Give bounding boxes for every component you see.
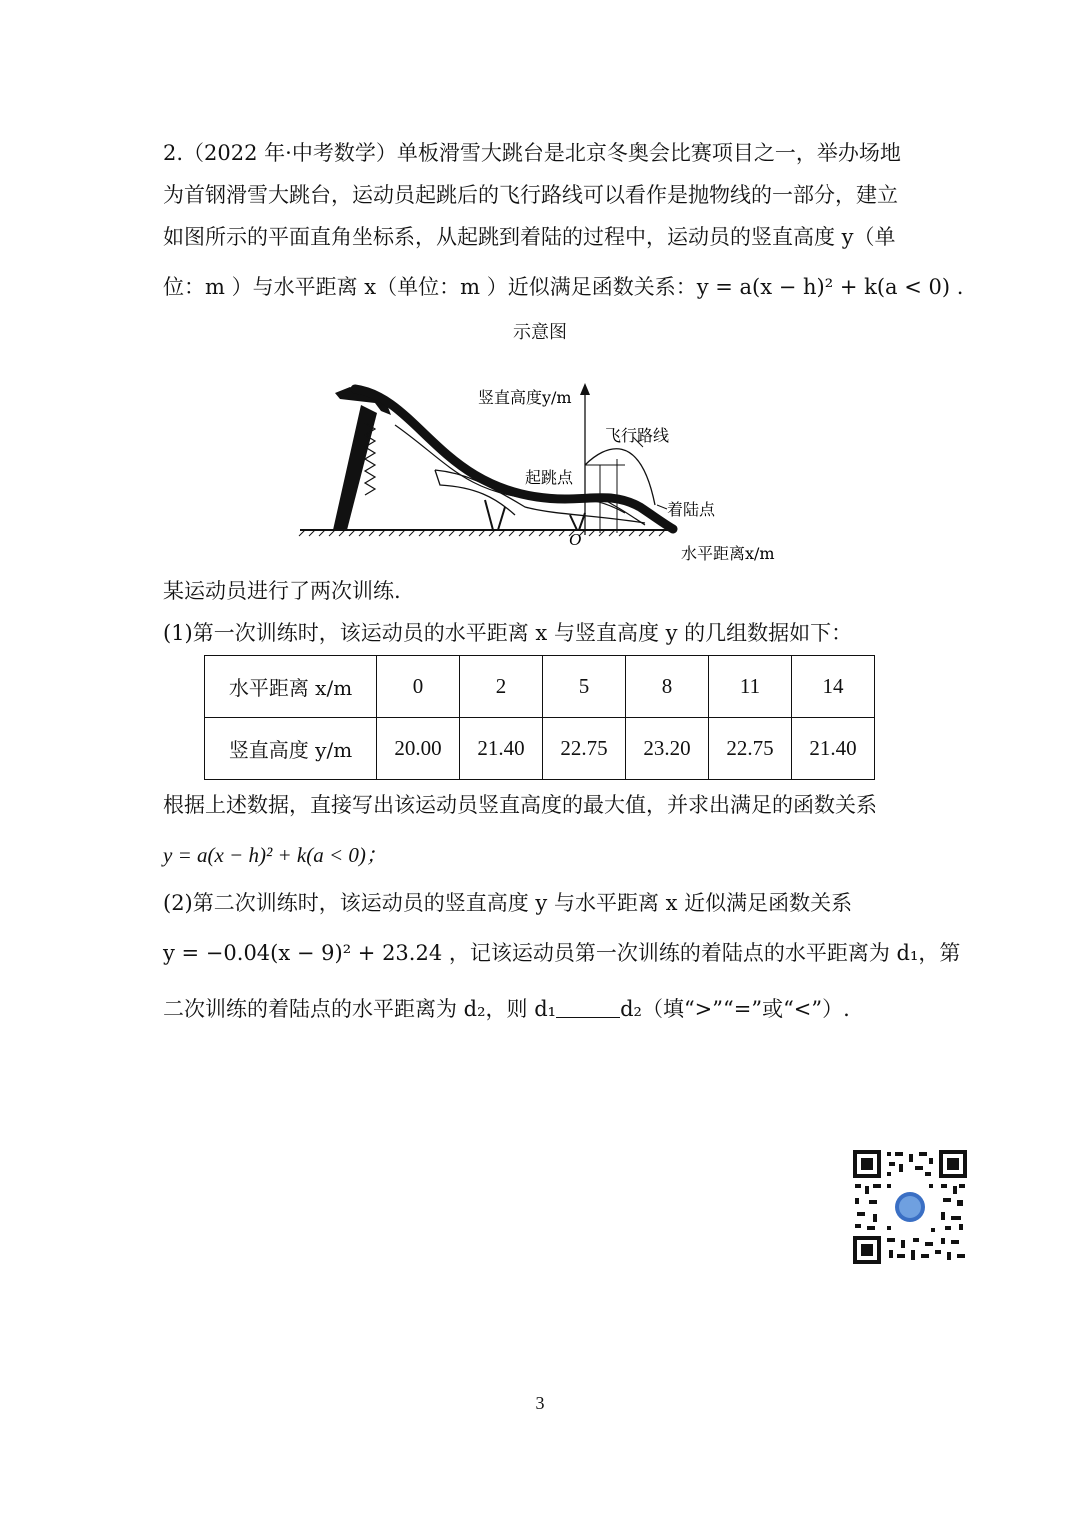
table-row-y <box>205 718 875 780</box>
table-cell: 8 <box>626 656 709 718</box>
table-cell: 14 <box>792 656 875 718</box>
question2-line-1: (2)第二次训练时，该运动员的竖直高度 y 与水平距离 x 近似满足函数关系 <box>163 891 853 915</box>
table-cell: 22.75 <box>543 718 626 780</box>
question2-line-2: y = −0.04(x − 9)² + 23.24 ，记该运动员第一次训练的着陆点的水平距离为 d₁，第 <box>163 941 961 965</box>
figure-caption: 示意图 <box>513 322 567 343</box>
problem-line-3: 如图所示的平面直角坐标系，从起跳到着陆的过程中，运动员的竖直高度 y（单 <box>163 225 896 249</box>
table-cell: 2 <box>460 656 543 718</box>
table-header-y: 竖直高度 y/m <box>205 718 377 780</box>
table-cell: 22.75 <box>709 718 792 780</box>
table-cell: 21.40 <box>460 718 543 780</box>
table-cell: 0 <box>377 656 460 718</box>
table-cell: 23.20 <box>626 718 709 780</box>
landing-label: 着陆点 <box>667 500 716 519</box>
ski-jump-diagram <box>295 375 795 570</box>
qr-code <box>853 1150 967 1264</box>
question1-line-1: 根据上述数据，直接写出该运动员竖直高度的最大值，并求出满足的函数关系 <box>163 793 877 817</box>
question2-line-3-end: d₂（填“>”“=”或“<”）. <box>620 997 850 1021</box>
problem-line-2: 为首钢滑雪大跳台，运动员起跳后的飞行路线可以看作是抛物线的一部分，建立 <box>163 183 898 207</box>
answer-blank[interactable] <box>556 999 620 1018</box>
landing-pointer <box>657 505 667 509</box>
origin-label: O <box>569 530 582 549</box>
table-cell: 11 <box>709 656 792 718</box>
page-number: 3 <box>535 1393 545 1413</box>
x-axis-label: 水平距离x/m <box>681 544 775 563</box>
table-header-x: 水平距离 x/m <box>205 656 377 718</box>
problem-line-1: 2.（2022 年·中考数学）单板滑雪大跳台是北京冬奥会比赛项目之一，举办场地 <box>163 141 901 165</box>
flight-path-label: 飞行路线 <box>605 426 670 445</box>
training-intro: 某运动员进行了两次训练. <box>163 579 401 603</box>
ramp-main <box>355 389 673 529</box>
question1-formula: y = a(x − h)² + k(a < 0)； <box>163 843 387 867</box>
table-cell: 21.40 <box>792 718 875 780</box>
table-row-x <box>205 656 875 718</box>
y-axis-label: 竖直高度y/m <box>478 388 572 407</box>
takeoff-label: 起跳点 <box>525 468 574 487</box>
part1-intro: (1)第一次训练时，该运动员的水平距离 x 与竖直高度 y 的几组数据如下： <box>163 621 853 645</box>
problem-line-4: 位：m ）与水平距离 x（单位：m ）近似满足函数关系：y = a(x − h)² + k(a < 0) . <box>163 275 964 299</box>
y-axis-arrow <box>580 383 590 395</box>
data-table <box>204 655 875 780</box>
table-cell: 20.00 <box>377 718 460 780</box>
question2-line-3 <box>163 994 850 1024</box>
table-cell: 5 <box>543 656 626 718</box>
question2-line-3-start: 二次训练的着陆点的水平距离为 d₂，则 d₁ <box>163 997 557 1021</box>
